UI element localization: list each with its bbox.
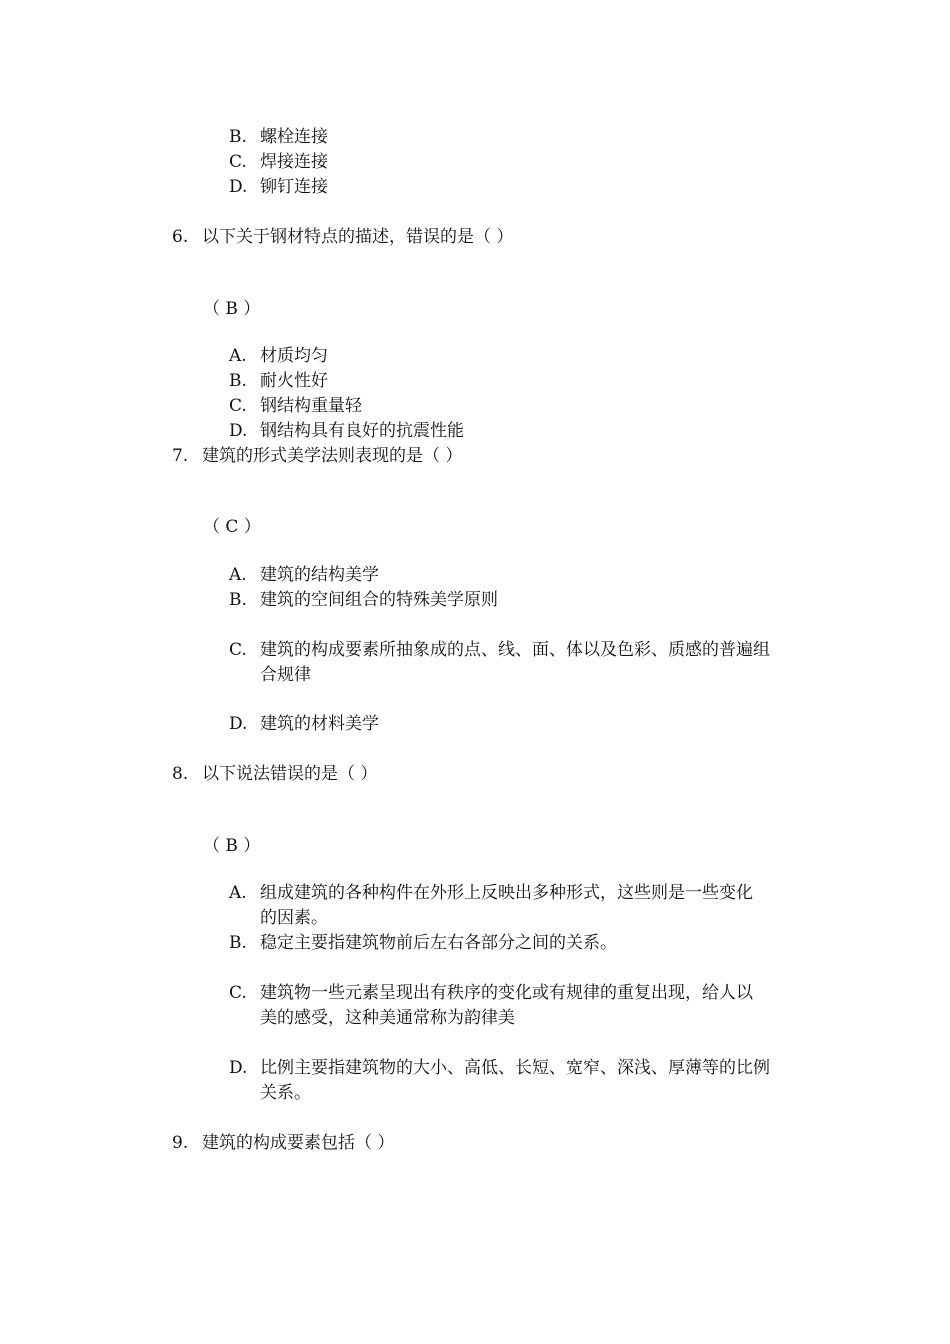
document-page: B. 螺栓连接 C. 焊接连接 D. 铆钉连接 6. 以下关于钢材特点的描述，错误的是（ ） （ B ） A. 材质均匀 B. 耐火性好 C. 钢结构重量轻 D. 钢结构具有良好的抗震性能 7. 建筑的形式美学法则表现的是（ ） （ C ） A. 建筑的结构美学 B. 建筑的空间组合的特殊美学原则 C. 建筑的构成要素所抽象成的点、线、面、体以及色彩、质感的普遍组 合规律 D. 建筑的材料美学 8. 以下说法错误的是（ ） （ B ） A. 组成建筑的各种构件在外形上反映出多种形式，这些则是一些变化 的因素。 B. 稳定主要指建筑物前后左右各部分之间的关系。 C. 建筑物一些元素呈现出有秩序的变化或有规律的重复出现，给人以 美的感受，这种美通常称为韵律美 D. 比例主要指建筑物的大小、高低、长短、宽窄、深浅、厚薄等的比例 关系。 9. 建筑的构成要素包括（ ） [172, 127, 770, 1153]
